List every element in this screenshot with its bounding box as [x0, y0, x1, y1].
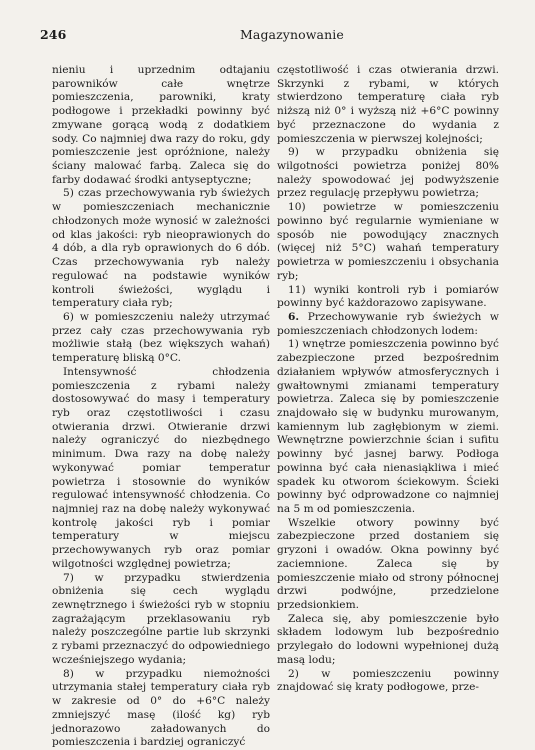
paragraph: 1) wnętrze pomieszczenia powinno być zabezpieczone przed bezpośrednim działaniem wpływów atmosferycznych i gwałtownymi zmianami temperatury powietrza. Zaleca się by pomieszczenie znajdowało się w budynku murowanym, kamiennym lub zagłębionym w ziemi. Wewnętrzne powierzchnie ścian i sufitu powinny być jasnej barwy. Podłoga powinna być cała nienasiąkliwa i mieć spadek ku otworom ściekowym. Ścieki powinny być odprowadzone co najmniej na 5 m od pomieszczenia. [277, 338, 499, 515]
paragraph: 8) w przypadku niemożności utrzymania stałej temperatury ciała ryb w zakresie od 0° do +6°C należy zmniejszyć masę (ilość kg) ryb jednorazowo załadowanych do pomieszczenia i bardziej ograniczyć [52, 667, 270, 749]
section-number: 6. [288, 310, 300, 323]
section-title: Przechowywanie ryb świeżych w pomieszczeniach chłodzonych lodem: [277, 310, 500, 337]
paragraph: Wszelkie otwory powinny być zabezpieczone przed dostaniem się gryzoni i owadów. Okna powinny być zaciemnione. Zaleca się by pomieszczenie miało od strony północnej drzwi podwójne, przedzielone przedsionkiem. [277, 516, 499, 612]
paragraph: częstotliwość i czas otwierania drzwi. Skrzynki z rybami, w których stwierdzono temperaturę ciała ryb niższą niż 0° i wyższą niż +6°C powinny być przeznaczone do wydania z pomieszczenia w pierwszej kolejności; [277, 64, 499, 145]
paragraph: 6) w pomieszczeniu należy utrzymać przez cały czas przechowywania ryb możliwie stałą (bez większych wahań) temperaturę bliską 0°C. [52, 310, 270, 365]
paragraph: 7) w przypadku stwierdzenia obniżenia się cech wyglądu zewnętrznego i świeżości ryb w stopniu zagrażającym przeklasowaniu ryb należy poszczególne partie lub skrzynki z rybami przeznaczyć do odpowiedniego wcześniejszego wydania; [52, 571, 270, 666]
right-column [277, 64, 499, 695]
left-column [52, 64, 270, 750]
paragraph: nieniu i uprzednim odtajaniu parowników całe wnętrze pomieszczenia, parowniki, kraty podłogowe i przekładki powinny być zmywane gorącą wodą z dodatkiem sody. Co najmniej dwa razy do roku, gdy pomieszczenie jest opróżnione, należy ściany malować farbą. Zaleca się do farby dodawać środki antyseptyczne; [52, 64, 270, 186]
paragraph: 5) czas przechowywania ryb świeżych w pomieszczeniach mechanicznie chłodzonych może wynosić w zależności od klas jakości: ryb nieoprawionych do 4 dób, a dla ryb oprawionych do 6 dób. Czas przechowywania ryb należy regulować na podstawie wyników kontroli świeżości, wyglądu i temperatury ciała ryb; [52, 187, 270, 310]
running-title: Magazynowanie [240, 27, 344, 42]
page-number: 246 [40, 27, 67, 42]
paragraph: 10) powietrze w pomieszczeniu powinno być regularnie wymieniane w sposób nie powodujący znacznych (więcej niż 5°C) wahań temperatury powietrza w pomieszczeniu i obsychania ryb; [277, 201, 499, 282]
page-header [40, 27, 495, 47]
paragraph: 11) wyniki kontroli ryb i pomiarów powinny być każdorazowo zapisywane. [277, 283, 499, 310]
paragraph: Intensywność chłodzenia pomieszczenia z rybami należy dostosowywać do masy i temperatury ryb oraz częstotliwości i czasu otwierania drzwi. Otwieranie drzwi należy ograniczyć do niezbędnego minimum. Dwa razy na dobę należy wykonywać pomiar temperatur powietrza i stosownie do wyników regulować intensywność chłodzenia. Co najmniej raz na dobę należy wykonywać kontrolę jakości ryb i pomiar temperatury w miejscu przechowywanych ryb oraz pomiar wilgotności względnej powietrza; [52, 365, 270, 570]
paragraph: 2) w pomieszczeniu powinny znajdować się kraty podłogowe, prze- [277, 667, 499, 694]
paragraph: 9) w przypadku obniżenia się wilgotności powietrza poniżej 80% należy spowodować jej podwyższenie przez regulację przepływu powietrza; [277, 146, 499, 200]
section-heading [277, 311, 499, 338]
paragraph: Zaleca się, aby pomieszczenie było składem lodowym lub bezpośrednio przylegało do lodowni wypełnionej dużą masą lodu; [277, 612, 499, 666]
